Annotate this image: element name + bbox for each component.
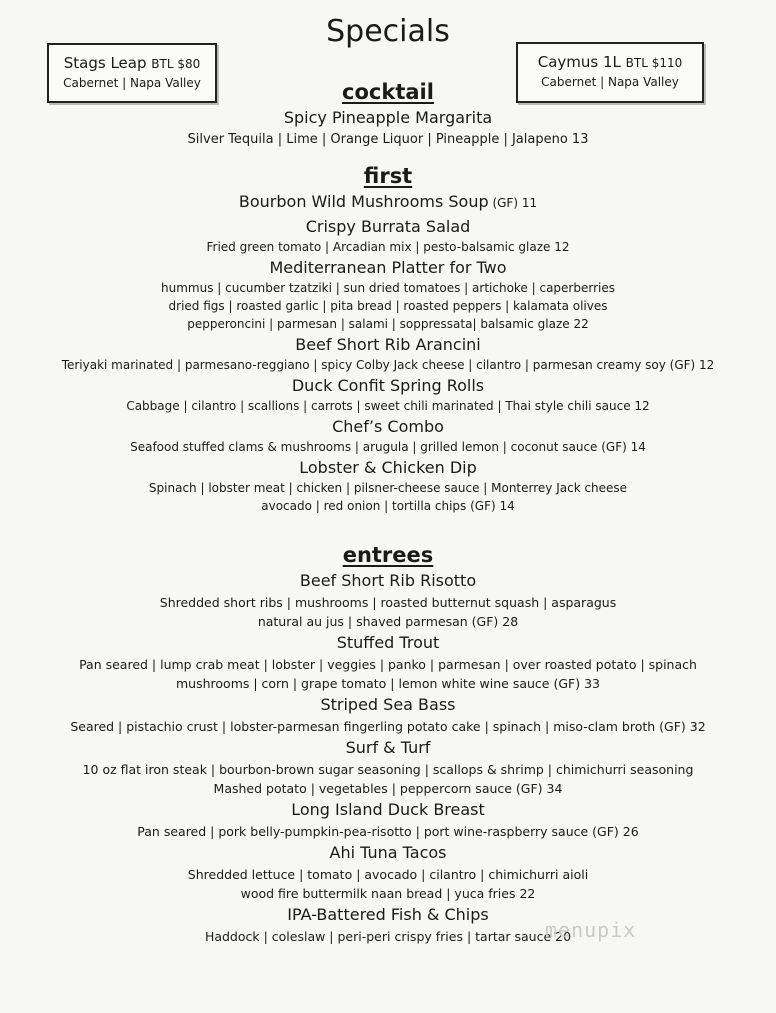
menu-item-description: Cabbage | cilantro | scallions | carrots | sweet chili marinated | Thai style chili sauce 12 — [126, 399, 650, 413]
menu-item-name: Chef’s Combo — [332, 417, 444, 436]
menu-item — [0, 190, 776, 215]
menu-body — [0, 78, 776, 946]
menu-item-description: Seared | pistachio crust | lobster-parmesan fingerling potato cake | spinach | miso-clam broth (GF) 32 — [70, 719, 706, 734]
menu-item-description: avocado | red onion | tortilla chips (GF) 14 — [261, 499, 515, 513]
menu-item-description: Spinach | lobster meat | chicken | pilsner-cheese sauce | Monterrey Jack cheese — [148, 481, 628, 495]
menu-item-description: Shredded short ribs | mushrooms | roasted butternut squash | asparagus — [159, 595, 617, 610]
menu-item-description: pepperoncini | parmesan | salami | soppressata| balsamic glaze 22 — [187, 317, 589, 331]
menu-item-description: hummus | cucumber tzatziki | sun dried tomatoes | artichoke | caperberries — [161, 281, 615, 295]
menu-item — [0, 215, 776, 256]
menu-item — [0, 736, 776, 798]
section-entrees — [0, 541, 776, 946]
menu-item-name: Ahi Tuna Tacos — [329, 843, 447, 862]
menu-item-description: mushrooms | corn | grape tomato | lemon white wine sauce (GF) 33 — [176, 676, 600, 691]
menu-item-description: 10 oz flat iron steak | bourbon-brown sugar seasoning | scallops & shrimp | chimichurri seasoning — [82, 762, 694, 777]
menu-item-name: Beef Short Rib Risotto — [299, 571, 477, 590]
menu-item-name: Duck Confit Spring Rolls — [291, 376, 485, 395]
menu-item-description: Seafood stuffed clams & mushrooms | arugula | grilled lemon | coconut sauce (GF) 14 — [130, 440, 646, 454]
menu-item-name: Spicy Pineapple Margarita — [283, 108, 493, 127]
section-title: entrees — [342, 543, 434, 567]
menu-item-description: Mashed potato | vegetables | peppercorn sauce (GF) 34 — [213, 781, 563, 796]
menu-item — [0, 256, 776, 333]
menu-item — [0, 415, 776, 456]
wine-name: Stags Leap BTL $80 — [63, 54, 201, 72]
menu-item-description: Silver Tequila | Lime | Orange Liquor | Pineapple | Jalapeno 13 — [187, 132, 589, 147]
section-cocktail — [0, 78, 776, 150]
menu-item — [0, 841, 776, 903]
menu-item — [0, 374, 776, 415]
menu-item-name: Striped Sea Bass — [320, 695, 456, 714]
section-title: cocktail — [342, 80, 434, 104]
menu-item — [0, 456, 776, 515]
menu-item-description: Fried green tomato | Arcadian mix | pesto-balsamic glaze 12 — [206, 240, 570, 254]
wine-description: Cabernet | Napa Valley — [63, 76, 201, 90]
menu-item-name: Long Island Duck Breast — [291, 800, 485, 819]
menu-item-name: Bourbon Wild Mushrooms Soup (GF) 11 — [238, 192, 538, 211]
menu-item — [0, 693, 776, 736]
section-first — [0, 162, 776, 515]
menu-item-description: Shredded lettuce | tomato | avocado | cilantro | chimichurri aioli — [187, 867, 589, 882]
menu-item — [0, 333, 776, 374]
menu-item-name: Stuffed Trout — [336, 633, 440, 652]
menu-item-description: wood fire buttermilk naan bread | yuca fries 22 — [240, 886, 536, 901]
menu-item-description: Pan seared | lump crab meat | lobster | veggies | panko | parmesan | over roasted potato | spinach — [79, 657, 697, 672]
page-title: Specials — [326, 14, 450, 49]
menu-item — [0, 631, 776, 693]
section-title: first — [363, 164, 413, 188]
menu-item-description: Pan seared | pork belly-pumpkin-pea-risotto | port wine-raspberry sauce (GF) 26 — [137, 824, 639, 839]
menu-item — [0, 798, 776, 841]
menu-item — [0, 106, 776, 150]
menu-item-name: Lobster & Chicken Dip — [299, 458, 477, 477]
menu-item — [0, 569, 776, 631]
menu-item-description: Haddock | coleslaw | peri-peri crispy fries | tartar sauce 20 — [204, 929, 572, 944]
menu-item-name: Beef Short Rib Arancini — [295, 335, 481, 354]
menu-item-name: Mediterranean Platter for Two — [269, 258, 507, 277]
menu-item-description: natural au jus | shaved parmesan (GF) 28 — [257, 614, 519, 629]
wine-description: Cabernet | Napa Valley — [541, 75, 679, 89]
menu-item-name: Surf & Turf — [345, 738, 431, 757]
menu-item — [0, 903, 776, 946]
menu-item-description: Teriyaki marinated | parmesano-reggiano | spicy Colby Jack cheese | cilantro | parmesan creamy soy (GF) 12 — [61, 358, 715, 372]
wine-name: Caymus 1L BTL $110 — [537, 53, 683, 71]
watermark: menupix — [545, 918, 637, 942]
menu-item-description: dried figs | roasted garlic | pita bread | roasted peppers | kalamata olives — [168, 299, 608, 313]
menu-item-name: IPA-Battered Fish & Chips — [287, 905, 489, 924]
menu-item-name: Crispy Burrata Salad — [305, 217, 471, 236]
